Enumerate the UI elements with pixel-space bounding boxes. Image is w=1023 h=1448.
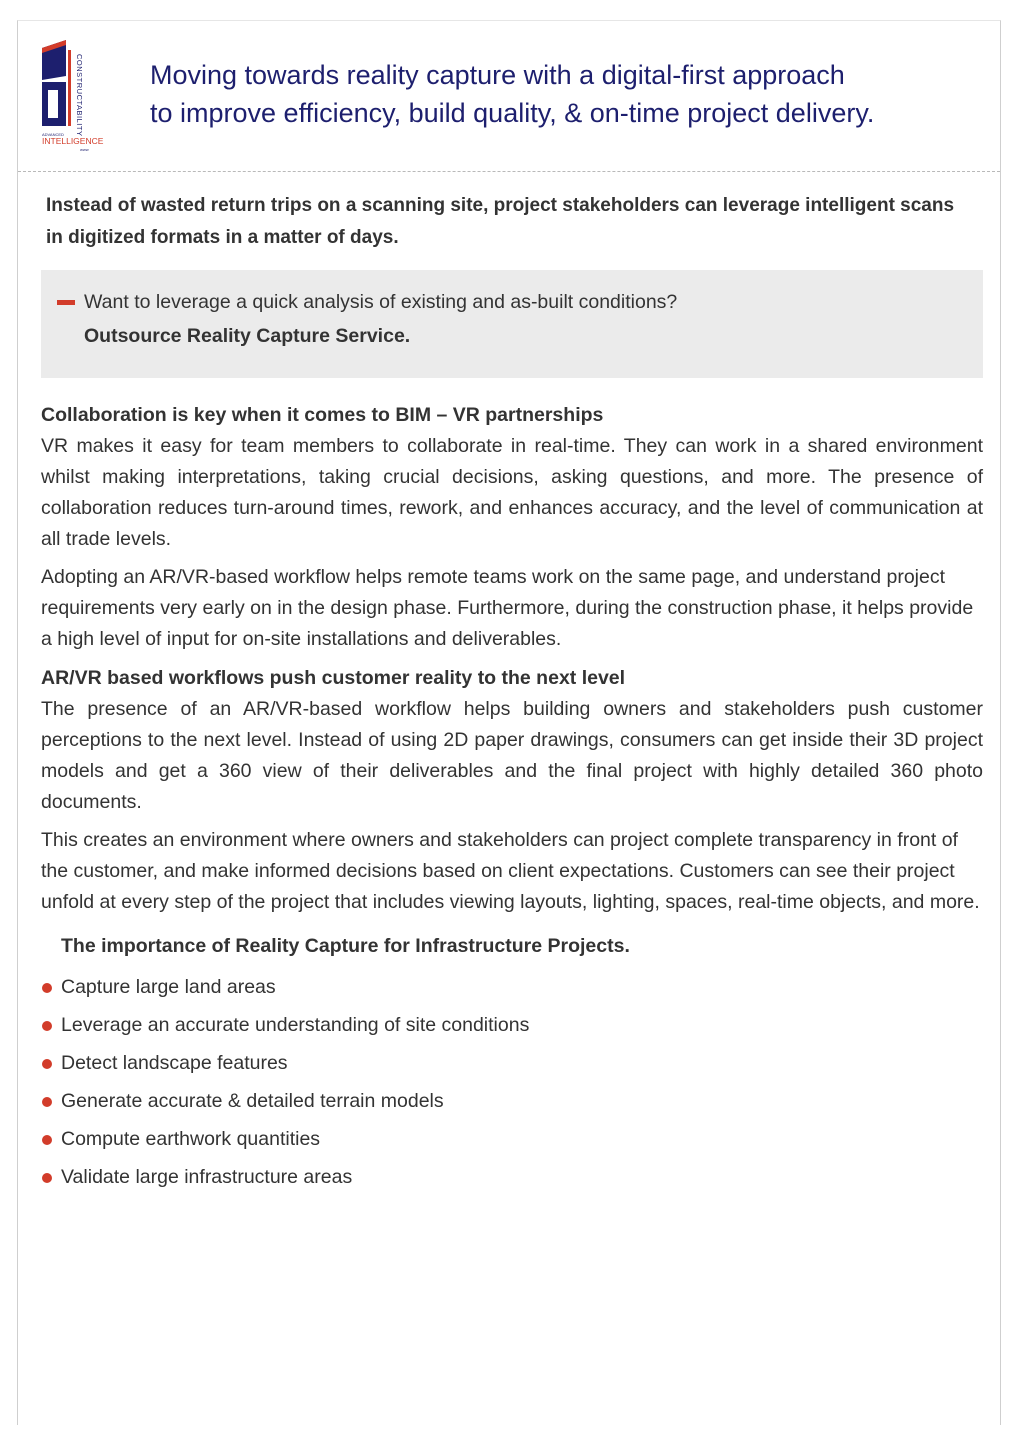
- dashed-divider: [18, 171, 1000, 172]
- constructability-logo-icon: [36, 36, 120, 154]
- list-item-label: Capture large land areas: [61, 976, 276, 998]
- callout-question: Want to leverage a quick analysis of existing and as-built conditions?: [84, 291, 678, 313]
- list-item: [41, 1006, 983, 1044]
- company-logo: [36, 36, 120, 154]
- section-paragraph: This creates an environment where owners and stakeholders can project complete transparency in front of the customer, and make informed decisions based on client expectations. Customers can see their project unfold at every step of the project that includes viewing layouts, lighting, spaces, real-time objects, and more.: [41, 829, 980, 913]
- bullet-dot-icon: [42, 1173, 52, 1183]
- list-item-label: Leverage an accurate understanding of site conditions: [61, 1014, 530, 1036]
- svg-text:INTELLIGENCE: INTELLIGENCE: [42, 136, 104, 146]
- list-item-label: Validate large infrastructure areas: [61, 1166, 353, 1188]
- headline-line-2: to improve efficiency, build quality, & on-time project delivery.: [150, 98, 875, 128]
- list-item: [41, 1082, 983, 1120]
- list-item-label: Generate accurate & detailed terrain models: [61, 1090, 444, 1112]
- callout-box: [41, 270, 983, 378]
- list-item: [41, 968, 983, 1006]
- callout-cta: Outsource Reality Capture Service.: [84, 325, 411, 347]
- svg-text:www: www: [80, 147, 89, 152]
- bullet-dot-icon: [42, 983, 52, 993]
- intro-text: Instead of wasted return trips on a scanning site, project stakeholders can leverage intelligent scans in digitized formats in a matter of days.: [46, 195, 955, 248]
- bullet-dot-icon: [42, 1097, 52, 1107]
- svg-text:CONSTRUCTABILITY: CONSTRUCTABILITY: [75, 54, 84, 137]
- page-headline: [150, 56, 990, 132]
- callout-text: [84, 285, 677, 353]
- importance-list: [41, 968, 983, 1196]
- bullet-dot-icon: [42, 1021, 52, 1031]
- dash-icon: [57, 300, 75, 305]
- section-ar-vr-workflows: [41, 663, 983, 918]
- list-item: [41, 1158, 983, 1196]
- main-content: [41, 400, 983, 1196]
- importance-title: The importance of Reality Capture for Infrastructure Projects.: [61, 935, 630, 957]
- section-paragraph: VR makes it easy for team members to collaborate in real-time. They can work in a shared environment whilst making interpretations, taking crucial decisions, asking questions, and more. The presence of collaboration reduces turn-around times, rework, and enhances accuracy, and the level of communication at all trade levels.: [41, 435, 983, 550]
- section-heading: Collaboration is key when it comes to BIM – VR partnerships: [41, 404, 604, 426]
- svg-text:ADVANCED: ADVANCED: [42, 132, 64, 137]
- list-item: [41, 1044, 983, 1082]
- list-item-label: Detect landscape features: [61, 1052, 288, 1074]
- list-item-label: Compute earthwork quantities: [61, 1128, 321, 1150]
- section-paragraph: The presence of an AR/VR-based workflow helps building owners and stakeholders push customer perceptions to the next level. Instead of using 2D paper drawings, consumers can get inside their 3D project models and get a 360 view of their deliverables and the final project with highly detailed 360 photo documents.: [41, 698, 983, 813]
- list-item: [41, 1120, 983, 1158]
- section-heading: AR/VR based workflows push customer reality to the next level: [41, 667, 626, 689]
- section-collaboration: [41, 400, 983, 655]
- bullet-dot-icon: [42, 1135, 52, 1145]
- bullet-dot-icon: [42, 1059, 52, 1069]
- headline-line-1: Moving towards reality capture with a digital-first approach: [150, 60, 845, 90]
- section-paragraph: Adopting an AR/VR-based workflow helps remote teams work on the same page, and understand project requirements very early on in the design phase. Furthermore, during the construction phase, it helps provide a high level of input for on-site installations and deliverables.: [41, 566, 974, 650]
